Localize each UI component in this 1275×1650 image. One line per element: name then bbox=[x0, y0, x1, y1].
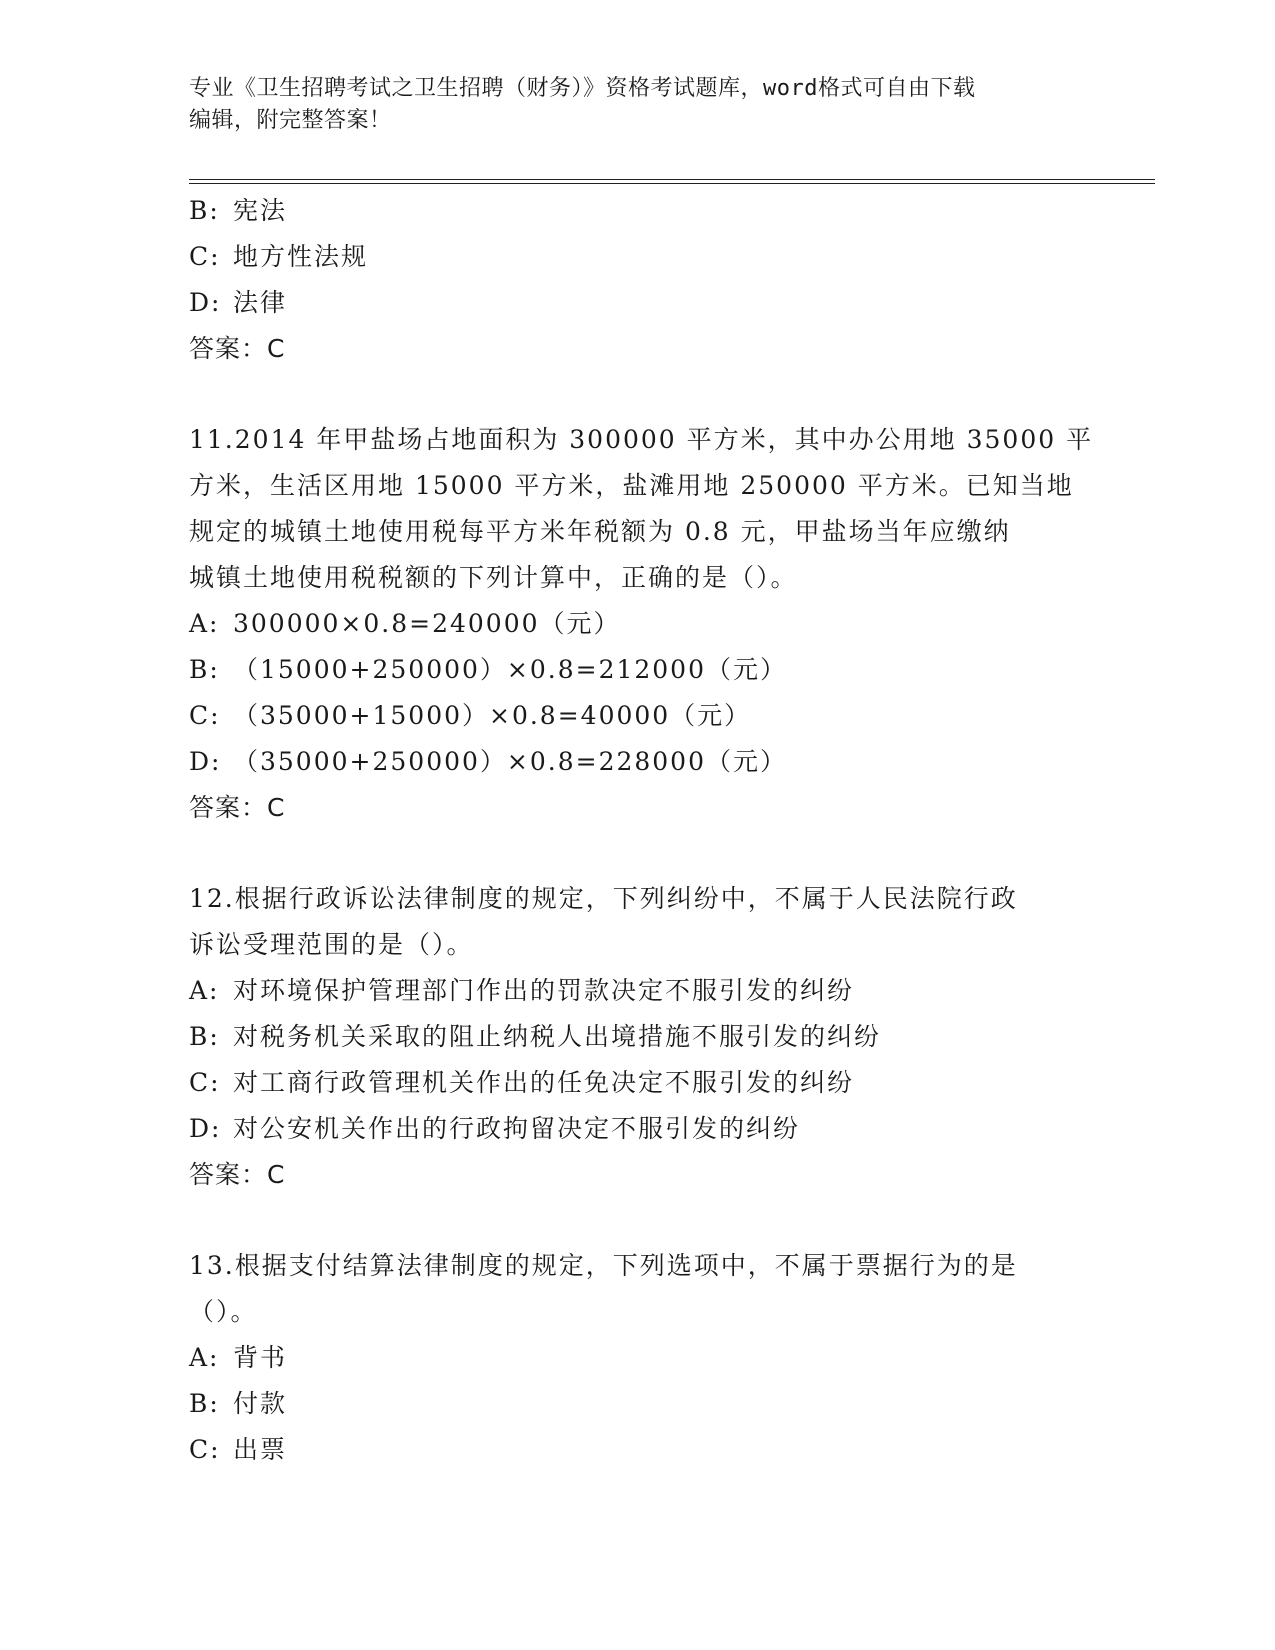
option-b bbox=[189, 1014, 1089, 1060]
option-key: C: bbox=[189, 1068, 221, 1097]
question-stem bbox=[189, 417, 1094, 601]
option-a bbox=[189, 1335, 1089, 1381]
option-text: 对公安机关作出的行政拘留决定不服引发的纠纷 bbox=[233, 1114, 801, 1143]
option-text: 对税务机关采取的阻止纳税人出境措施不服引发的纠纷 bbox=[233, 1022, 882, 1051]
option-c bbox=[189, 234, 1089, 280]
option-text: 付款 bbox=[233, 1389, 288, 1418]
option-key: B: bbox=[189, 1022, 220, 1051]
option-b bbox=[189, 1381, 1089, 1427]
option-key: A: bbox=[189, 609, 220, 638]
stem-line: 诉讼受理范围的是（）。 bbox=[189, 930, 474, 959]
option-text: （35000+250000）×0.8=228000（元） bbox=[233, 747, 787, 776]
answer-line: 答案：C bbox=[189, 793, 286, 822]
answer-line: 答案：C bbox=[189, 1160, 286, 1189]
option-text: 法律 bbox=[233, 288, 288, 317]
option-text: 地方性法规 bbox=[233, 242, 369, 271]
header-divider-bottom bbox=[189, 183, 1155, 184]
question-content bbox=[189, 188, 1094, 1473]
option-d bbox=[189, 739, 1089, 785]
header-line-1: 专业《卫生招聘考试之卫生招聘（财务）》资格考试题库，word格式可自由下载 bbox=[189, 76, 976, 101]
header-divider-top bbox=[189, 179, 1155, 180]
option-c bbox=[189, 1427, 1089, 1473]
question-11 bbox=[189, 417, 1094, 831]
option-key: A: bbox=[189, 1343, 220, 1372]
option-a bbox=[189, 601, 1089, 647]
stem-line: （）。 bbox=[189, 1297, 258, 1326]
option-key: B: bbox=[189, 1389, 220, 1418]
stem-line: 规定的城镇土地使用税每平方米年税额为 0.8 元，甲盐场当年应缴纳 bbox=[189, 517, 1011, 546]
option-key: B: bbox=[189, 655, 220, 684]
option-key: C: bbox=[189, 701, 221, 730]
document-header bbox=[189, 73, 1069, 137]
question-stem bbox=[189, 876, 1089, 968]
option-text: 宪法 bbox=[233, 196, 288, 225]
question-13 bbox=[189, 1243, 1089, 1473]
option-c bbox=[189, 693, 1089, 739]
option-text: 背书 bbox=[233, 1343, 288, 1372]
option-text: 对环境保护管理部门作出的罚款决定不服引发的纠纷 bbox=[233, 976, 855, 1005]
option-key: C: bbox=[189, 1435, 221, 1464]
option-key: B: bbox=[189, 196, 220, 225]
option-text: 出票 bbox=[233, 1435, 288, 1464]
header-line-2: 编辑，附完整答案！ bbox=[189, 108, 392, 133]
answer-line: 答案：C bbox=[189, 334, 286, 363]
stem-line: 城镇土地使用税税额的下列计算中，正确的是（）。 bbox=[189, 563, 798, 592]
option-d bbox=[189, 280, 1089, 326]
question-stem bbox=[189, 1243, 1089, 1335]
option-key: D: bbox=[189, 288, 222, 317]
option-c bbox=[189, 1060, 1089, 1106]
stem-line: 13.根据支付结算法律制度的规定，下列选项中，不属于票据行为的是 bbox=[189, 1251, 1018, 1280]
option-b bbox=[189, 188, 1089, 234]
option-d bbox=[189, 1106, 1089, 1152]
prev-question bbox=[189, 188, 1089, 372]
option-text: 对工商行政管理机关作出的任免决定不服引发的纠纷 bbox=[233, 1068, 855, 1097]
option-text: （15000+250000）×0.8=212000（元） bbox=[233, 655, 787, 684]
option-text: （35000+15000）×0.8=40000（元） bbox=[233, 701, 752, 730]
option-a bbox=[189, 968, 1089, 1014]
stem-line: 12.根据行政诉讼法律制度的规定，下列纠纷中，不属于人民法院行政 bbox=[189, 884, 1018, 913]
option-key: D: bbox=[189, 747, 222, 776]
option-key: C: bbox=[189, 242, 221, 271]
question-12 bbox=[189, 876, 1089, 1198]
option-text: 300000×0.8=240000（元） bbox=[233, 609, 621, 638]
option-key: D: bbox=[189, 1114, 222, 1143]
option-key: A: bbox=[189, 976, 220, 1005]
option-b bbox=[189, 647, 1089, 693]
stem-line: 11.2014 年甲盐场占地面积为 300000 平方米，其中办公用地 35000 平 bbox=[189, 425, 1094, 454]
stem-line: 方米，生活区用地 15000 平方米，盐滩用地 250000 平方米。已知当地 bbox=[189, 471, 1074, 500]
